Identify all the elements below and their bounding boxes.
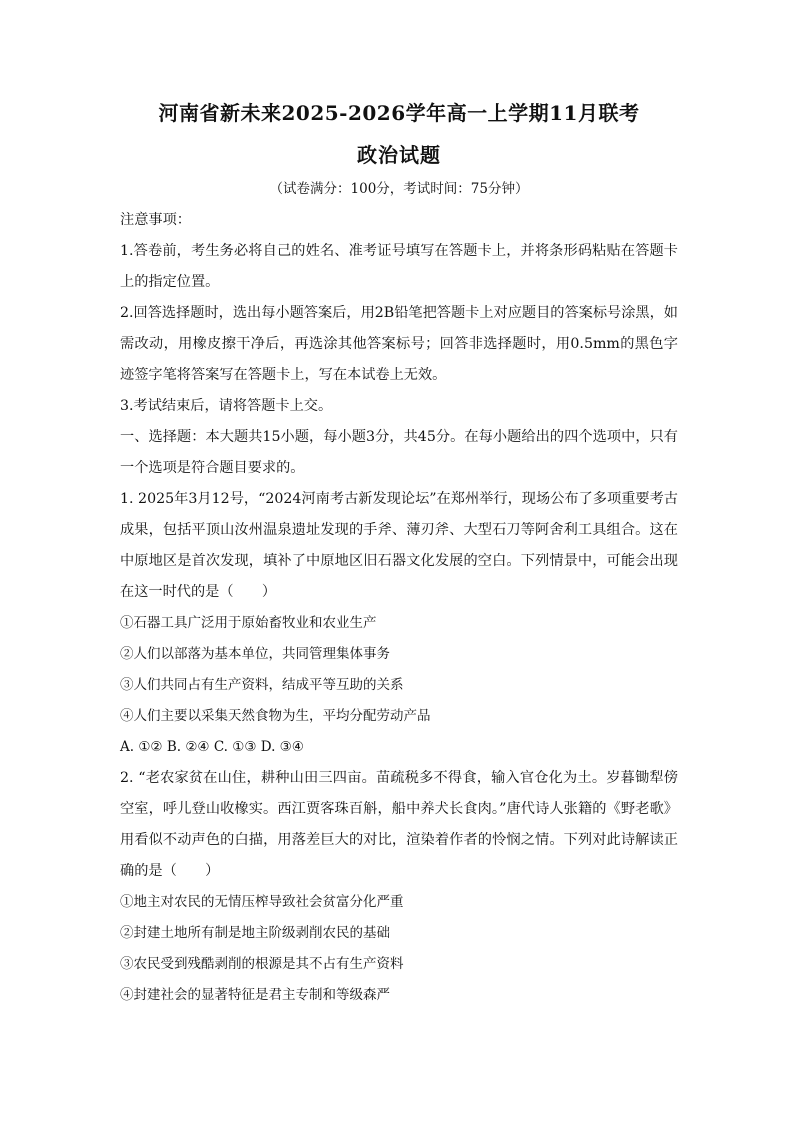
exam-title: 河南省新未来2025-2026学年高一上学期11月联考 xyxy=(158,101,640,125)
question-2-stem: 2. “老农家贫在山住，耕种山田三四亩。苗疏税多不得食，输入官仓化为土。岁暮锄犁傍空室，呼儿登山收橡实。西江贾客珠百斛，船中养犬长食肉。”唐代诗人张籍的《野老歌》用看似不动声色的白描，用落差巨大的对比，渲染着作者的怜悯之情。下列对此诗解读正确的是（ ） xyxy=(120,770,678,879)
question-1-stem: 1. 2025年3月12号，“2024河南考古新发现论坛”在郑州举行，现场公布了多项重要考古成果，包括平顶山汝州温泉遗址发现的手斧、薄刃斧、大型石刀等阿舍利工具组合。这在中原地区是首次发现，填补了中原地区旧石器文化发展的空白。下列情景中，可能会出现在这一时代的是（ ） xyxy=(120,491,678,600)
question-1-option-4: ④人们主要以采集天然食物为生，平均分配劳动产品 xyxy=(120,708,431,724)
question-1-option-2: ②人们以部落为基本单位，共同管理集体事务 xyxy=(120,646,390,662)
notes-heading: 注意事项： xyxy=(120,212,191,228)
question-2-option-2: ②封建土地所有制是地主阶级剥削农民的基础 xyxy=(120,925,390,941)
question-2-option-3: ③农民受到残酷剥削的根源是其不占有生产资料 xyxy=(120,956,404,972)
question-2-option-1: ①地主对农民的无情压榨导致社会贫富分化严重 xyxy=(120,894,404,910)
exam-subject: 政治试题 xyxy=(357,143,441,167)
exam-info: （试卷满分：100分，考试时间：75分钟） xyxy=(269,181,529,197)
question-1-option-1: ①石器工具广泛用于原始畜牧业和农业生产 xyxy=(120,615,377,631)
question-2-option-4: ④封建社会的显著特征是君主专制和等级森严 xyxy=(120,987,390,1003)
note-item-3: 3.考试结束后，请将答题卡上交。 xyxy=(120,398,333,414)
section-heading: 一、选择题：本大题共15小题，每小题3分，共45分。在每小题给出的四个选项中，只有一个选项是符合题目要求的。 xyxy=(120,429,678,476)
question-1-option-3: ③人们共同占有生产资料，结成平等互助的关系 xyxy=(120,677,404,693)
note-item-2: 2.回答选择题时，选出每小题答案后，用2B铅笔把答题卡上对应题目的答案标号涂黑，如需改动，用橡皮擦干净后，再选涂其他答案标号；回答非选择题时，用0.5mm的黑色字迹签字笔将答案写在答题卡上，写在本试卷上无效。 xyxy=(120,305,678,383)
note-item-1: 1.答卷前，考生务必将自己的姓名、准考证号填写在答题卡上，并将条形码粘贴在答题卡上的指定位置。 xyxy=(120,243,678,290)
question-1-choices: A. ①② B. ②④ C. ①③ D. ③④ xyxy=(120,739,304,755)
